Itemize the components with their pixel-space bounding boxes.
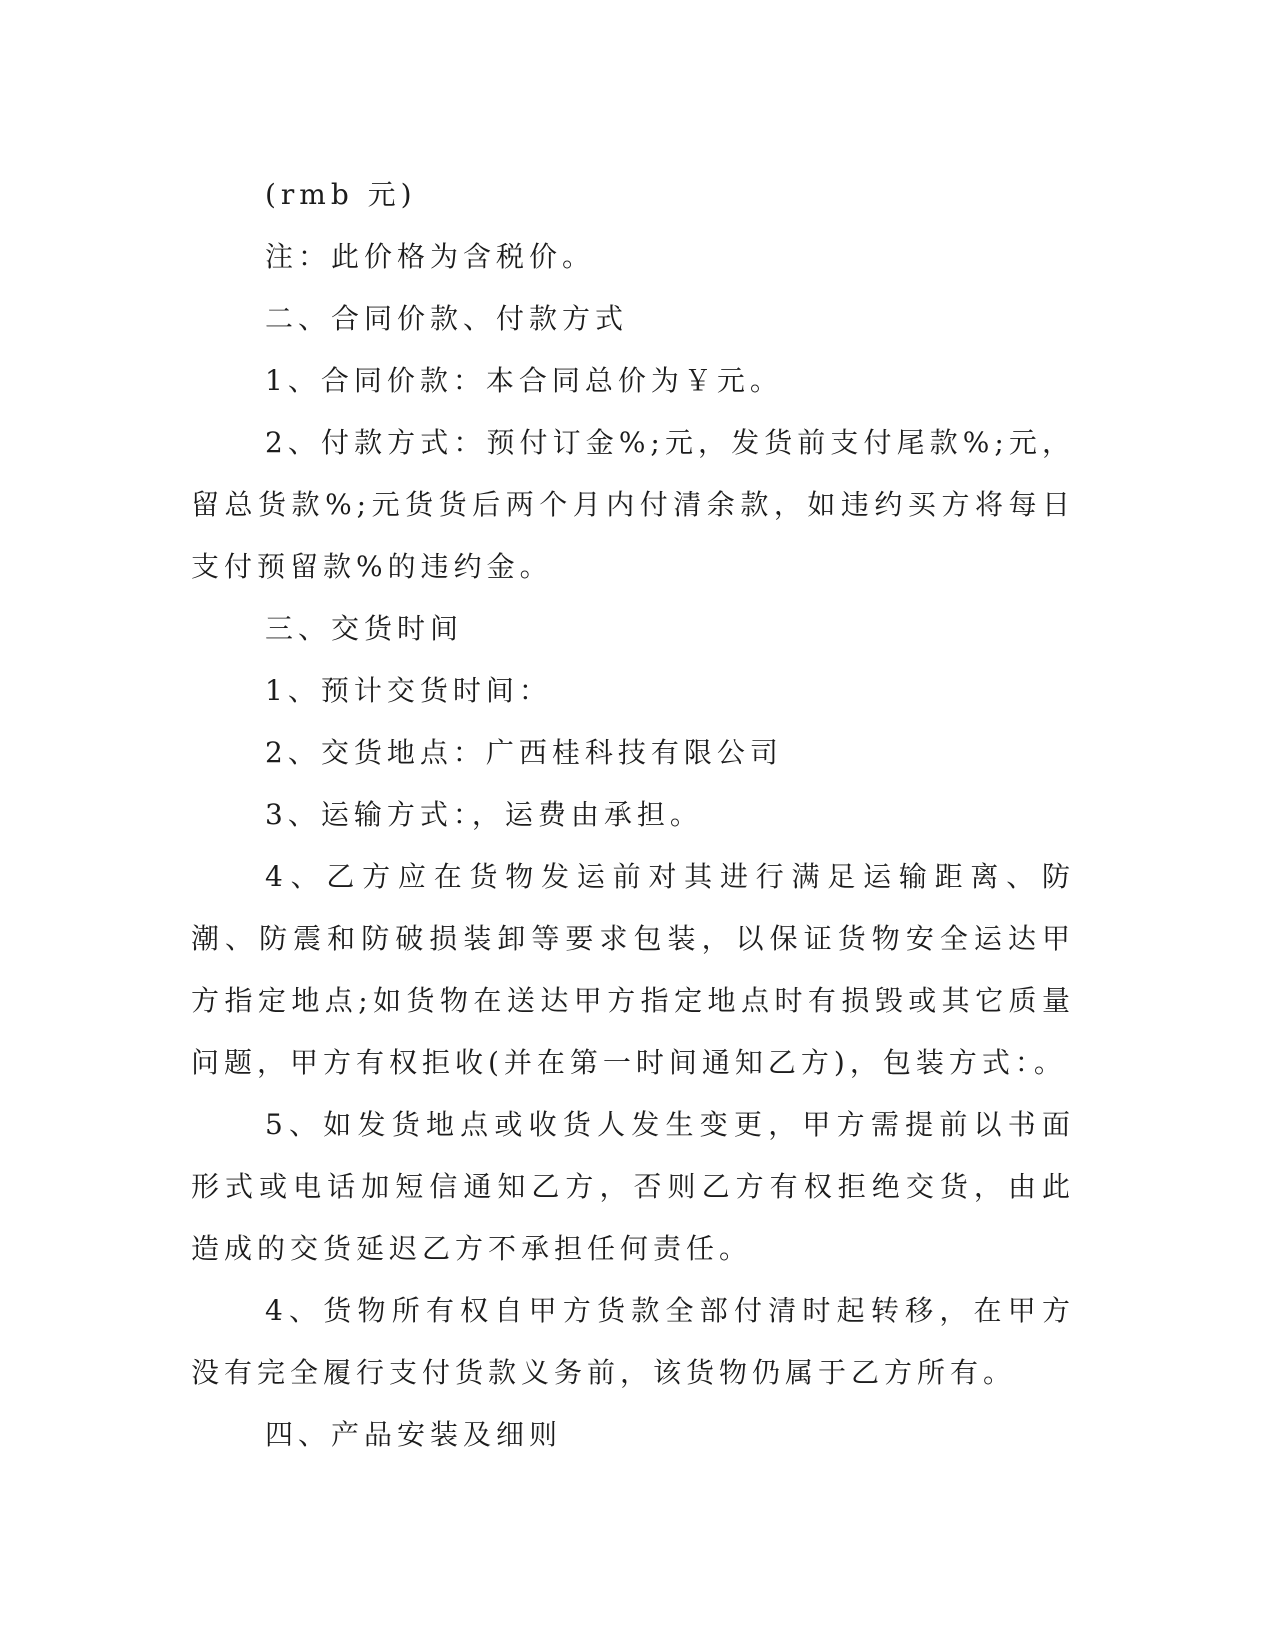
document-body (191, 164, 1075, 1466)
clause-contract-price: 1、合同价款：本合同总价为￥元。 (265, 364, 783, 397)
clause-expected-delivery-time: 1、预计交货时间： (265, 674, 552, 707)
tax-note: 注：此价格为含税价。 (265, 240, 596, 273)
section-heading-delivery-time: 三、交货时间 (265, 612, 464, 645)
clause-payment-method: 2、付款方式：预付订金%;元，发货前支付尾款%;元，留总货款%;元货货后两个月内付清余款，如违约买方将每日支付预留款%的违约金。 (191, 426, 1075, 583)
clause-ownership-transfer: 4、货物所有权自甲方货款全部付清时起转移，在甲方没有完全履行支付货款义务前，该货物仍属于乙方所有。 (191, 1294, 1075, 1389)
section-heading-price-payment: 二、合同价款、付款方式 (265, 302, 629, 335)
clause-packaging: 4、乙方应在货物发运前对其进行满足运输距离、防潮、防震和防破损装卸等要求包装，以保证货物安全运达甲方指定地点;如货物在送达甲方指定地点时有损毁或其它质量问题，甲方有权拒收(并在第一时间通知乙方)，包装方式：。 (191, 860, 1075, 1079)
section-heading-installation: 四、产品安装及细则 (265, 1418, 563, 1451)
currency-unit-note: (rmb 元) (265, 178, 417, 211)
clause-transport-method: 3、运输方式：，运费由承担。 (265, 798, 703, 831)
clause-address-change: 5、如发货地点或收货人发生变更，甲方需提前以书面形式或电话加短信通知乙方，否则乙方有权拒绝交货，由此造成的交货延迟乙方不承担任何责任。 (191, 1108, 1075, 1265)
clause-delivery-location: 2、交货地点：广西桂科技有限公司 (265, 736, 783, 769)
